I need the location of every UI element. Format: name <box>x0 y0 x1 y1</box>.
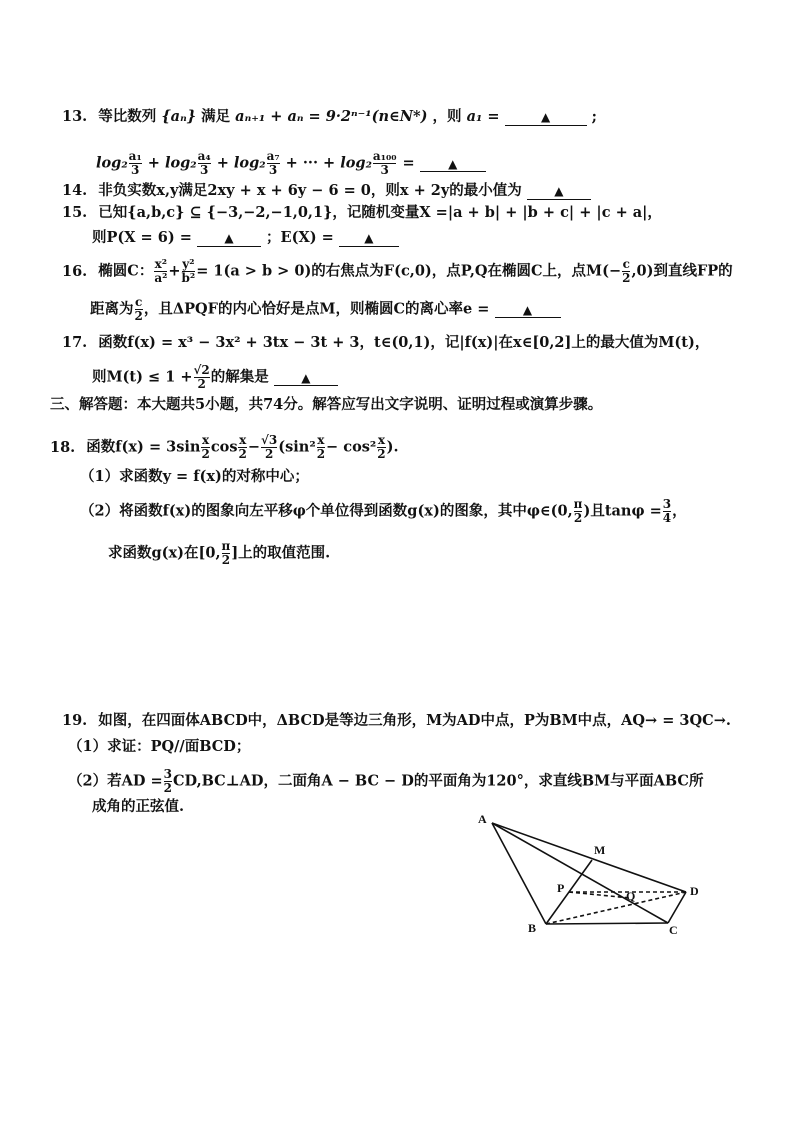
q18-sub2-text-d: 求函数g(x)在[0, <box>108 544 221 562</box>
edge-bc <box>546 923 668 924</box>
frac-pi-2: $\frac{\pi}{2}$ <box>221 539 231 568</box>
q17-text-2b: 的解集是 <box>210 368 269 386</box>
q18-text-b: cos <box>210 438 238 456</box>
label-d: D <box>690 884 699 898</box>
q13-number: 13. <box>62 108 88 125</box>
q16-text-b: = 1(a > b > 0)的右焦点为F(c,0)，点P,Q在椭圆C上，点M(− <box>196 262 622 280</box>
q16-text-c: ,0)到直线FP的 <box>631 262 733 280</box>
q19-sub2-text-b: CD,BC⊥AD，二面角A − BC − D的平面角为120°，求直线BM与平面ABC所 <box>172 772 704 790</box>
edge-ad <box>492 823 686 892</box>
q19-sub2-line2: 成角的正弦值. <box>92 798 185 815</box>
q18-text-d: (sin² <box>278 438 316 456</box>
label-p: P <box>557 881 565 895</box>
q18-text-e: − cos² <box>326 438 377 456</box>
label-b: B <box>528 921 537 935</box>
frac-x2-a2: $\frac{\text{x²}}{\text{a²}}$ <box>154 257 168 286</box>
q18-number: 18. <box>50 438 76 456</box>
q16-text-2a: 距离为 <box>90 300 134 318</box>
q13-sequence: {aₙ} <box>161 108 197 125</box>
frac-pi-2: $\frac{\pi}{2}$ <box>573 497 583 526</box>
frac-3-2: $\frac{3}{2}$ <box>163 767 172 796</box>
q19-sub2-text-a: （2）若AD = <box>68 772 163 790</box>
frac-c-2: $\frac{c}{2}$ <box>134 295 143 324</box>
q18-sub1: （1）求函数y = f(x)的对称中心； <box>80 468 309 485</box>
edge-bd-hidden <box>546 892 686 924</box>
frac-x-2: $\frac{x}{2}$ <box>238 433 247 462</box>
q16-text-a: 椭圆C： <box>98 262 154 280</box>
label-q: Q <box>626 889 636 903</box>
q13-text-b: 满足 <box>201 108 231 125</box>
q13-text-c: ，则 <box>432 108 462 125</box>
q15-text-1: 已知{a,b,c} ⊆ {−3,−2,−1,0,1}，记随机变量X =|a + b| + |b + c| + |c + a|， <box>98 204 662 221</box>
blank-triangle-icon: ▲ <box>364 231 374 245</box>
q14-text: 非负实数x,y满足2xy + x + 6y − 6 = 0，则x + 2y的最小值为 <box>98 182 522 199</box>
log2-label: log₂ <box>164 154 197 172</box>
q18-text-a: 函数f(x) = 3sin <box>86 438 201 456</box>
frac-sqrt2-2: $\frac{√2}{2}$ <box>193 363 210 392</box>
q16-number: 16. <box>62 262 88 280</box>
label-m: M <box>594 843 606 857</box>
q13-line1: 13. 等比数列 {aₙ} 满足 aₙ₊₁ + aₙ = 9·2ⁿ⁻¹(n∈N*) ，则 a₁ = ▲ ; <box>62 108 598 125</box>
q18-sub2-text-c: ， <box>672 502 687 520</box>
frac-x-2: $\frac{x}{2}$ <box>201 433 210 462</box>
q18-text-c: − <box>247 438 260 456</box>
log2-label: log₂ <box>233 154 266 172</box>
blank-triangle-icon: ▲ <box>301 370 311 385</box>
q13-text-a: 等比数列 <box>98 108 157 125</box>
q16-text-2b: ，且ΔPQF的内心恰好是点M，则椭圆C的离心率e = <box>143 300 490 318</box>
frac-a1-3: $\frac{\text{a₁}}{3}$ <box>128 149 142 178</box>
segment-pq <box>569 892 630 898</box>
q13-condition: aₙ₊₁ + aₙ = 9·2ⁿ⁻¹(n∈N*) <box>235 108 428 125</box>
frac-a4-3: $\frac{\text{a₄}}{3}$ <box>197 149 211 178</box>
q19-sub1: （1）求证：PQ//面BCD； <box>68 738 251 755</box>
q18-sub2-text-e: ]上的取值范围. <box>231 544 331 562</box>
blank-triangle-icon: ▲ <box>522 302 533 317</box>
q13-ask1: a₁ = <box>466 108 500 125</box>
q17-text-2a: 则M(t) ≤ 1 + <box>92 368 193 386</box>
blank-triangle-icon: ▲ <box>448 156 458 171</box>
q15-number: 15. <box>62 204 88 221</box>
q18-sub2-text-b: )且tanφ = <box>583 502 662 520</box>
log2-label: log₂ <box>340 154 372 172</box>
label-a: A <box>478 812 487 826</box>
q17-number: 17. <box>62 334 88 351</box>
q18-text-f: ). <box>386 438 399 456</box>
blank-triangle-icon: ▲ <box>224 231 234 245</box>
q13-line2: log₂ $\frac{\text{a₁}}{3}$ + log₂ $\frac{\text{a₄}}{3}$ + log₂ $\frac{\text{a₇}}{3}$ + ··· + log₂ $\frac{\text{a₁₀₀}}{3}$ = ▲ <box>96 150 486 177</box>
frac-y2-b2: $\frac{\text{y²}}{\text{b²}}$ <box>181 257 196 286</box>
frac-x-2: $\frac{x}{2}$ <box>316 433 326 462</box>
frac-a7-3: $\frac{\text{a₇}}{3}$ <box>266 149 280 178</box>
edge-cd <box>668 892 686 923</box>
q17-text-1: 函数f(x) = x³ − 3x² + 3tx − 3t + 3，t∈(0,1)，记|f(x)|在x∈[0,2]上的最大值为M(t)， <box>98 334 710 351</box>
frac-x-2: $\frac{x}{2}$ <box>377 433 386 462</box>
q14-number: 14. <box>62 182 88 199</box>
frac-c-2: $\frac{c}{2}$ <box>622 257 631 286</box>
section-3-heading: 三、解答题：本大题共5小题，共74分。解答应写出文字说明、证明过程或演算步骤。 <box>50 396 603 413</box>
q19-number: 19. <box>62 712 88 729</box>
q15-text-2a: 则P(X = 6) = <box>92 229 192 246</box>
q18-sub2-text-a: （2）将函数f(x)的图象向左平移φ个单位得到函数g(x)的图象，其中φ∈(0, <box>80 502 573 520</box>
frac-3-4: $\frac{3}{4}$ <box>662 497 672 526</box>
blank-triangle-icon: ▲ <box>540 110 551 124</box>
log2-label: log₂ <box>96 154 128 172</box>
q16-line1: 16. 椭圆C： $\frac{\text{x²}}{\text{a²}}$ + $\frac{\text{y²}}{\text{b²}}$ = 1(a > b > 0)的右焦点为F(c,0)，点P,Q在椭圆C上，点M(− $\frac{c}{2}$ ,0)到直线FP的 <box>62 257 733 286</box>
blank-triangle-icon: ▲ <box>554 184 564 198</box>
q15-text-2b: ；E(X) = <box>266 229 334 246</box>
label-c: C <box>669 923 678 937</box>
frac-a100-3: $\frac{\text{a₁₀₀}}{3}$ <box>372 149 397 178</box>
frac-sqrt3-2: $\frac{√3}{2}$ <box>261 433 278 462</box>
q19-text-1: 如图，在四面体ABCD中，ΔBCD是等边三角形，M为AD中点，P为BM中点，AQ→ = 3QC→. <box>98 712 731 729</box>
